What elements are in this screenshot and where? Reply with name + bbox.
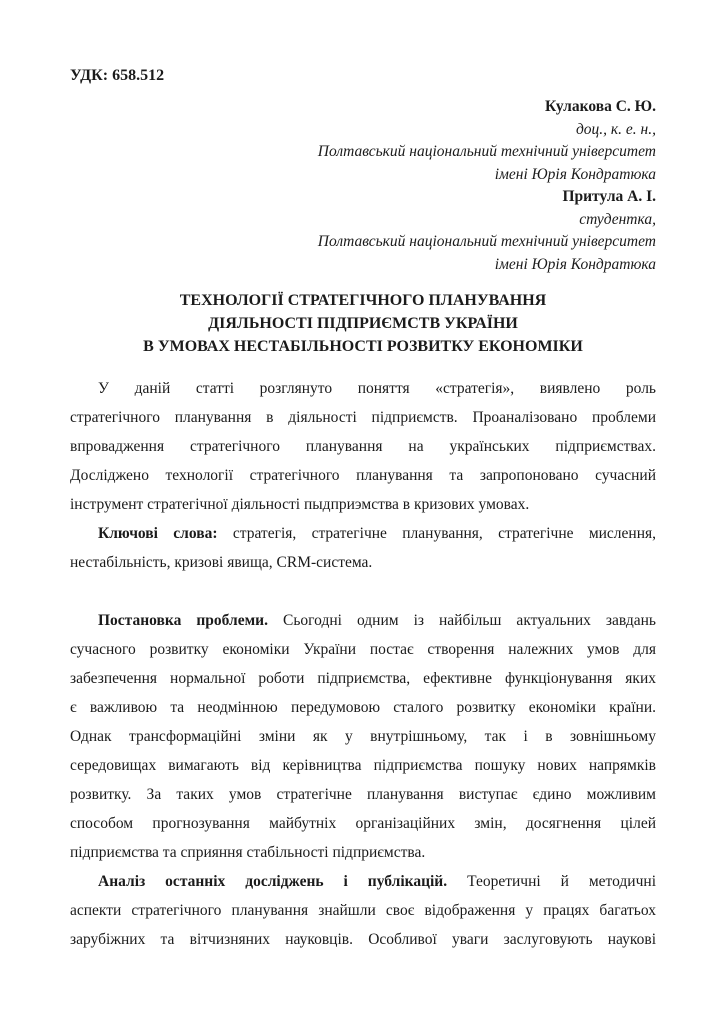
- author-block: [70, 96, 656, 276]
- keywords-line: нестабільність, кризові явища, CRM-система.: [70, 554, 373, 571]
- body-line: є важливою та неодмінною передумовою сталого розвитку економіки країни.: [70, 699, 656, 716]
- body-line: [70, 867, 656, 896]
- abstract-paragraph: [70, 374, 656, 519]
- keywords-label: Ключові слова:: [98, 525, 218, 542]
- keywords-text: стратегія, стратегічне планування, стратегічне мислення,: [232, 525, 657, 542]
- abstract-line: стратегічного планування в діяльності підприємств. Проаналізовано проблеми: [70, 409, 656, 426]
- title-line: В УМОВАХ НЕСТАБІЛЬНОСТІ РОЗВИТКУ ЕКОНОМІКИ: [143, 338, 583, 355]
- body-line: забезпечення нормальної роботи підприємства, ефективне функціонування яких: [70, 670, 656, 687]
- author-role: студентка,: [579, 210, 656, 228]
- abstract-line: У даній статті розглянуто поняття «стратегія», виявлено роль: [98, 380, 656, 397]
- title-line: ДІЯЛЬНОСТІ ПІДПРИЄМСТВ УКРАЇНИ: [208, 315, 518, 332]
- keywords-line: [70, 519, 656, 548]
- author-affiliation: Полтавський національний технічний університет: [317, 143, 656, 160]
- body-line: зарубіжних та вітчизняних науковців. Особливої уваги заслуговують наукові: [70, 931, 656, 948]
- body-line: підприємства та сприяння стабільності підприємства.: [70, 844, 426, 861]
- author-name: Кулакова С. Ю.: [544, 98, 656, 115]
- author-name: Притула А. І.: [562, 188, 656, 205]
- section-heading: Постановка проблеми.: [98, 612, 268, 629]
- author-affiliation: Полтавський національний технічний університет: [317, 233, 656, 250]
- section-heading: Аналіз останніх досліджень і публікацій.: [98, 873, 448, 890]
- udc-number: УДК: 658.512: [70, 67, 165, 84]
- title-line: ТЕХНОЛОГІЇ СТРАТЕГІЧНОГО ПЛАНУВАННЯ: [179, 292, 547, 309]
- body-text: Теоретичні й методичні: [467, 873, 657, 890]
- keywords-paragraph: [70, 519, 656, 577]
- article-title: [70, 289, 656, 358]
- body-line: Однак трансформаційні зміни як у внутрішньому, так і в зовнішньому: [70, 728, 656, 745]
- author-affiliation: імені Юрія Кондратюка: [494, 165, 656, 183]
- body-line: аспекти стратегічного планування знайшли своє відображення у працях багатьох: [70, 902, 656, 919]
- body-line: розвитку. За таких умов стратегічне планування виступає єдино можливим: [70, 786, 656, 803]
- section-paragraph-analysis: [70, 867, 656, 954]
- abstract-line: Досліджено технології стратегічного планування та запропоновано сучасний: [70, 467, 656, 484]
- abstract-line: інструмент стратегічної діяльності пыдприэмства в кризових умовах.: [70, 496, 530, 513]
- abstract-line: впровадження стратегічного планування на українських підприємствах.: [70, 438, 656, 455]
- author-role: доц., к. е. н.,: [575, 120, 656, 138]
- body-line: способом прогнозування майбутніх організаційних змін, досягнення цілей: [70, 815, 656, 832]
- body-line: сучасного розвитку економіки України постає створення належних умов для: [70, 641, 656, 658]
- body-line: [70, 606, 656, 635]
- body-line: середовищах вимагають від керівництва підприємства пошуку нових напрямків: [70, 757, 656, 774]
- blank-line: [70, 577, 656, 606]
- section-paragraph-problem-statement: [70, 606, 656, 867]
- body-text: Сьогодні одним із найбільш актуальних завдань: [283, 612, 656, 629]
- author-affiliation: імені Юрія Кондратюка: [494, 255, 656, 273]
